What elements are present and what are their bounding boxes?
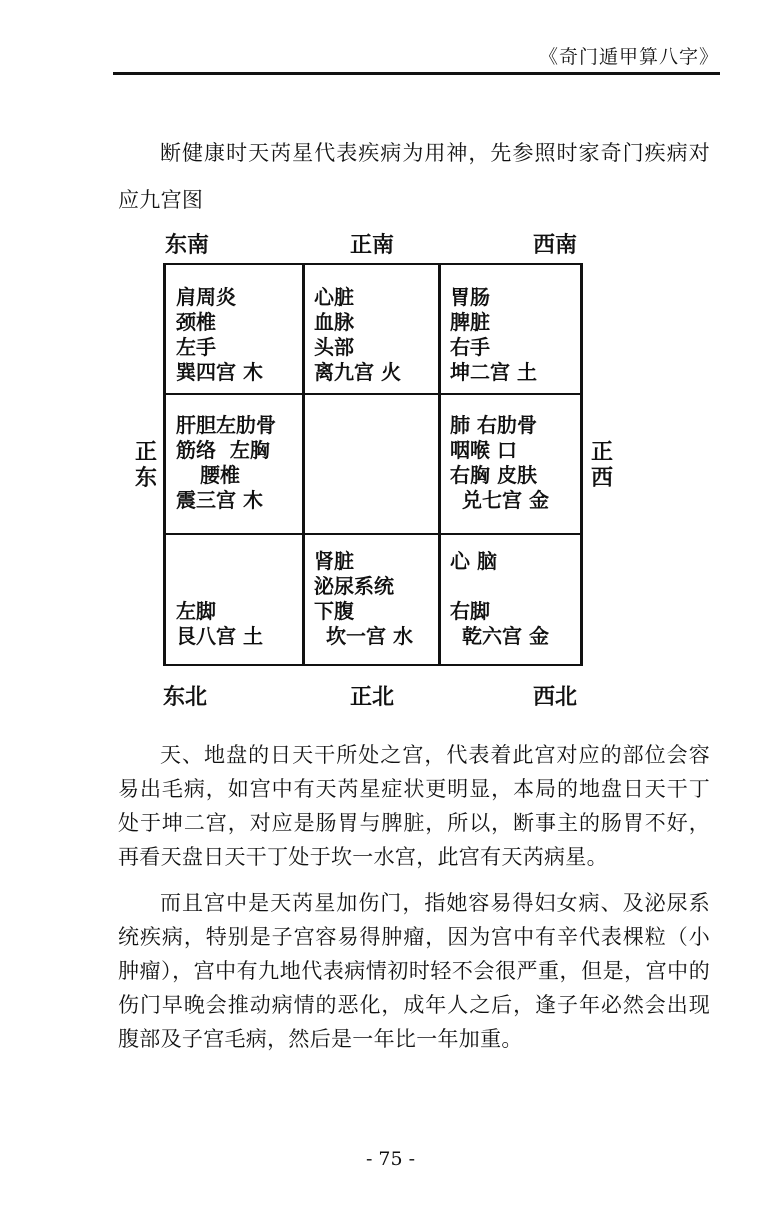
palace-xun: [176, 285, 263, 385]
palace-line: 筋络 左胸: [176, 438, 270, 462]
palace-line: 脾脏: [450, 310, 490, 334]
palace-line: 肝胆左肋骨: [176, 413, 276, 437]
nine-palace-grid: [163, 263, 583, 666]
direction-south: 正南: [350, 233, 395, 258]
palace-line: 乾六宫 金: [462, 624, 549, 648]
palace-line: 巽四宫 木: [176, 360, 263, 384]
direction-north: 正北: [350, 685, 395, 710]
palace-line: 血脉: [314, 310, 354, 334]
palace-line: 胃肠: [450, 285, 490, 309]
grid-divider-h2: [166, 533, 580, 535]
palace-gen: [176, 599, 263, 649]
palace-line: 兑七宫 金: [462, 488, 549, 512]
palace-line: 头部: [314, 335, 354, 359]
grid-divider-h1: [166, 393, 580, 395]
palace-line: 腰椎: [200, 463, 240, 487]
body-paragraph: 天、地盘的日天干所处之宫，代表着此宫对应的部位会容易出毛病，如宫中有天芮星症状更明显，本局的地盘日天干丁处于坤二宫，对应是肠胃与脾脏，所以，断事主的肠胃不好，再看天盘日天干丁处于坎一水宫，此宫有天芮病星。: [118, 743, 710, 869]
palace-li: [314, 285, 401, 385]
palace-line: 咽喉 口: [450, 438, 517, 462]
palace-line: 肾脏: [314, 549, 354, 573]
palace-line: 震三宫 木: [176, 488, 263, 512]
grid-divider-v2: [438, 265, 441, 664]
header-title: 《奇门遁甲算八字》: [538, 46, 719, 68]
direction-northwest: 西北: [533, 685, 578, 710]
palace-line: 右手: [450, 335, 490, 359]
intro-paragraph: 断健康时天芮星代表疾病为用神，先参照时家奇门疾病对应九宫图: [118, 141, 710, 212]
direction-northeast: 东北: [163, 685, 208, 710]
page-number: - 75 -: [365, 1148, 416, 1170]
palace-dui: [450, 413, 549, 513]
palace-line: 艮八宫 土: [176, 624, 263, 648]
body-paragraph: 而且宫中是天芮星加伤门，指她容易得妇女病、及泌尿系统疾病，特别是子宫容易得肿瘤，因为宫中有辛代表棵粒（小肿瘤），宫中有九地代表病情初时轻不会很严重，但是，宫中的伤门早晚会推动病情的恶化，成年人之后，逢子年必然会出现腹部及子宫毛病，然后是一年比一年加重。: [118, 891, 710, 1051]
palace-line: 颈椎: [176, 310, 216, 334]
palace-line: 泌尿系统: [314, 574, 394, 598]
palace-line: 肩周炎: [176, 285, 236, 309]
palace-kun: [450, 285, 537, 385]
header-rule: [113, 72, 720, 75]
direction-east: 正东: [134, 440, 157, 491]
palace-line: 下腹: [314, 599, 354, 623]
palace-line: 离九宫 火: [314, 360, 401, 384]
palace-zhen: [176, 413, 276, 513]
palace-line: 肺 右肋骨: [450, 413, 537, 437]
palace-line: 右脚: [450, 599, 490, 623]
palace-qian: [450, 549, 549, 649]
palace-line: 坤二宫 土: [450, 360, 537, 384]
palace-line: 左脚: [176, 599, 216, 623]
palace-line: 坎一宫 水: [326, 624, 413, 648]
palace-line: 心脏: [314, 285, 354, 309]
direction-southwest: 西南: [533, 233, 578, 258]
palace-line: 左手: [176, 335, 216, 359]
palace-line: 右胸 皮肤: [450, 463, 537, 487]
palace-kan: [314, 549, 413, 649]
direction-west: 正西: [590, 440, 613, 491]
direction-southeast: 东南: [165, 233, 210, 258]
palace-line: 心 脑: [450, 549, 497, 573]
grid-divider-v1: [302, 265, 305, 664]
